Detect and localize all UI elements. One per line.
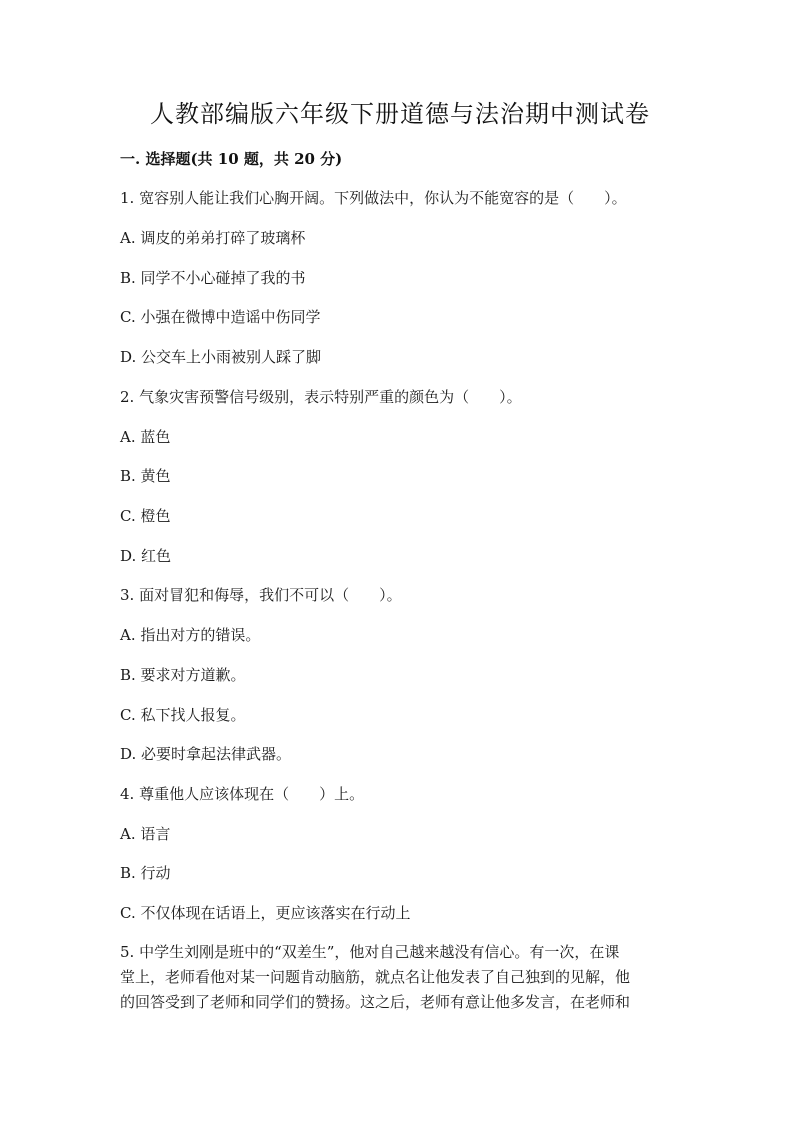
question-2-option-b: B. 黄色 xyxy=(120,467,171,485)
exam-title: 人教部编版六年级下册道德与法治期中测试卷 xyxy=(150,100,650,128)
question-3-stem: 3. 面对冒犯和侮辱，我们不可以（ ）。 xyxy=(120,586,402,604)
question-2-option-a: A. 蓝色 xyxy=(120,428,171,446)
question-4-option-c: C. 不仅体现在话语上，更应该落实在行动上 xyxy=(120,904,411,922)
question-4-option-a: A. 语言 xyxy=(120,825,171,843)
question-1-stem: 1. 宽容别人能让我们心胸开阔。下列做法中，你认为不能宽容的是（ ）。 xyxy=(120,189,627,207)
question-5-line-2: 堂上，老师看他对某一问题肯动脑筋，就点名让他发表了自己独到的见解，他 xyxy=(120,968,631,986)
section-heading: 一. 选择题(共 10 题，共 20 分) xyxy=(120,150,343,168)
question-3-option-b: B. 要求对方道歉。 xyxy=(120,666,246,684)
question-5-stem xyxy=(120,940,680,1015)
question-1-option-a: A. 调皮的弟弟打碎了玻璃杯 xyxy=(120,229,306,247)
question-5-line-3: 的回答受到了老师和同学们的赞扬。这之后，老师有意让他多发言，在老师和 xyxy=(120,993,631,1011)
question-2-stem: 2. 气象灾害预警信号级别，表示特别严重的颜色为（ ）。 xyxy=(120,388,522,406)
question-3-option-c: C. 私下找人报复。 xyxy=(120,706,246,724)
question-3-option-a: A. 指出对方的错误。 xyxy=(120,626,261,644)
question-2-option-c: C. 橙色 xyxy=(120,507,171,525)
question-2-option-d: D. 红色 xyxy=(120,547,172,565)
question-1-option-b: B. 同学不小心碰掉了我的书 xyxy=(120,269,306,287)
question-3-option-d: D. 必要时拿起法律武器。 xyxy=(120,745,292,763)
question-5-line-1: 5. 中学生刘刚是班中的“双差生”，他对自己越来越没有信心。有一次，在课 xyxy=(120,943,620,961)
question-1-option-c: C. 小强在微博中造谣中伤同学 xyxy=(120,308,321,326)
question-1-option-d: D. 公交车上小雨被别人踩了脚 xyxy=(120,348,322,366)
question-4-option-b: B. 行动 xyxy=(120,864,171,882)
question-4-stem: 4. 尊重他人应该体现在（ ）上。 xyxy=(120,785,365,803)
